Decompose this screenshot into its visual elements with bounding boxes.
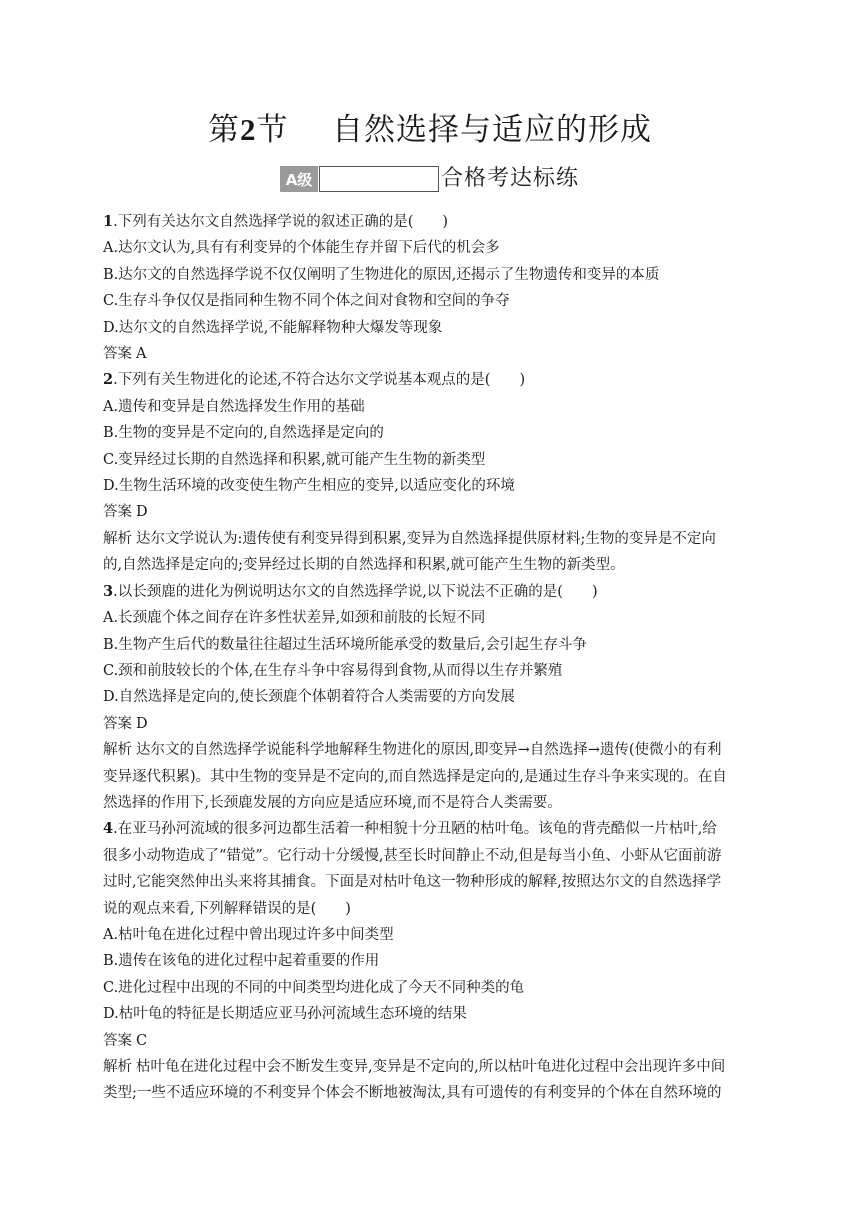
question-number: 3: [103, 582, 114, 600]
analysis-line: [103, 737, 763, 763]
analysis-line: [103, 1054, 763, 1080]
analysis-text: 达尔文学说认为:遗传使有利变异得到积累,变异为自然选择提供原材料;生物的变异是不定向: [136, 530, 716, 547]
option-item: D.生物生活环境的改变使生物产生相应的变异,以适应变化的环境: [103, 478, 515, 495]
option-item: C.变异经过长期的自然选择和积累,就可能产生生物的新类型: [103, 451, 486, 468]
analysis-label: 解析: [103, 1059, 132, 1075]
answer-line: [103, 499, 763, 525]
question-number: 4: [103, 820, 114, 838]
question-stem-text: 说的观点来看,下列解释错误的是( ): [103, 900, 351, 917]
question-stem: [103, 367, 763, 393]
analysis-text: 类型;一些不适应环境的不利变异个体会不断地被淘汰,具有可遗传的有利变异的个体在自然环境的: [103, 1085, 722, 1102]
question-stem-text: 很多小动物造成了“错觉”。它行动十分缓慢,甚至长时间静止不动,但是每当小鱼、小虾从它面前游: [103, 847, 722, 864]
answer-line: [103, 1028, 763, 1054]
option-item: C.进化过程中出现的不同的中间类型均进化成了今天不同种类的龟: [103, 979, 525, 996]
page-title: [0, 108, 860, 152]
question-stem-text: .以长颈鹿的进化为例说明达尔文的自然选择学说,以下说法不正确的是( ): [113, 583, 598, 600]
answer-label: 答案: [103, 1032, 132, 1049]
option-item: C.生存斗争仅仅是指同种生物不同个体之间对食物和空间的争夺: [103, 293, 510, 310]
option-item: B.遗传在该龟的进化过程中起着重要的作用: [103, 953, 380, 970]
analysis-text: 变异逐代积累)。其中生物的变异是不定向的,而自然选择是定向的,是通过生存斗争来实现的。在自: [103, 768, 727, 785]
answer-line: [103, 711, 763, 737]
option-item: D.达尔文的自然选择学说,不能解释物种大爆发等现象: [103, 319, 443, 336]
answer-label: 答案: [103, 346, 132, 363]
question-block: [103, 367, 763, 578]
question-list: [103, 209, 763, 1107]
analysis-text: 达尔文的自然选择学说能科学地解释生物进化的原因,即变异→自然选择→遗传(使微小的有利: [136, 742, 722, 759]
question-block: [103, 816, 763, 1106]
option-item: D.枯叶龟的特征是长期适应亚马孙河流域生态环境的结果: [103, 1006, 467, 1023]
analysis-text: 枯叶龟在进化过程中会不断发生变异,变异是不定向的,所以枯叶龟进化过程中会出现许多中间: [136, 1059, 726, 1075]
answer-value: D: [136, 504, 148, 521]
analysis-line: [103, 764, 763, 790]
question-stem: [103, 869, 763, 895]
question-stem-text: 过时,它能突然伸出头来将其捕食。下面是对枯叶龟这一物种形成的解释,按照达尔文的自然选择学: [103, 874, 722, 891]
analysis-text: 的,自然选择是定向的;变异经过长期的自然选择和积累,就可能产生生物的新类型。: [103, 557, 625, 574]
analysis-text: 然选择的作用下,长颈鹿发展的方向应是适应环境,而不是符合人类需要。: [103, 794, 562, 811]
answer-label: 答案: [103, 715, 132, 732]
answer-value: C: [136, 1032, 148, 1049]
title-number: 2: [240, 112, 257, 147]
question-stem: [103, 209, 763, 235]
analysis-label: 解析: [103, 742, 132, 759]
option-item: A.长颈鹿个体之间存在许多性状差异,如颈和前肢的长短不同: [103, 610, 486, 627]
title-suffix: 节 自然选择与适应的形成: [256, 112, 652, 148]
question-stem-text: .在亚马孙河流域的很多河边都生活着一种相貌十分丑陋的枯叶龟。该龟的背壳酷似一片枯叶,给: [113, 821, 717, 838]
analysis-line: [103, 790, 763, 816]
analysis-line: [103, 526, 763, 552]
level-header: [280, 164, 579, 194]
option-item: B.达尔文的自然选择学说不仅仅阐明了生物进化的原因,还揭示了生物遗传和变异的本质: [103, 266, 660, 283]
answer-line: [103, 341, 763, 367]
analysis-label: 解析: [103, 530, 132, 547]
level-title: 合格考达标练: [441, 166, 580, 191]
analysis-line: [103, 552, 763, 578]
question-stem: [103, 816, 763, 842]
option-item: A.枯叶龟在进化过程中曾出现过许多中间类型: [103, 926, 394, 943]
question-stem: [103, 579, 763, 605]
question-number: 1: [103, 213, 114, 230]
option-item: D.自然选择是定向的,使长颈鹿个体朝着符合人类需要的方向发展: [103, 689, 515, 706]
question-stem: [103, 843, 763, 869]
question-stem-text: .下列有关生物进化的论述,不符合达尔文学说基本观点的是( ): [113, 372, 526, 389]
question-number: 2: [103, 371, 114, 389]
answer-value: D: [136, 715, 148, 732]
level-badge: A级: [280, 166, 318, 192]
title-prefix: 第: [208, 112, 241, 148]
option-item: B.生物产生后代的数量往往超过生活环境所能承受的数量后,会引起生存斗争: [103, 636, 587, 653]
question-stem: [103, 896, 763, 922]
option-item: C.颈和前肢较长的个体,在生存斗争中容易得到食物,从而得以生存并繁殖: [103, 662, 563, 679]
question-stem-text: .下列有关达尔文自然选择学说的叙述正确的是( ): [113, 214, 449, 230]
option-item: A.达尔文认为,具有有利变异的个体能生存并留下后代的机会多: [103, 240, 500, 257]
option-item: A.遗传和变异是自然选择发生作用的基础: [103, 398, 365, 415]
answer-label: 答案: [103, 504, 132, 521]
answer-value: A: [136, 346, 147, 363]
question-block: [103, 579, 763, 817]
analysis-line: [103, 1080, 763, 1106]
level-box-decoration: [319, 166, 439, 192]
question-block: [103, 209, 763, 367]
option-item: B.生物的变异是不定向的,自然选择是定向的: [103, 425, 384, 442]
